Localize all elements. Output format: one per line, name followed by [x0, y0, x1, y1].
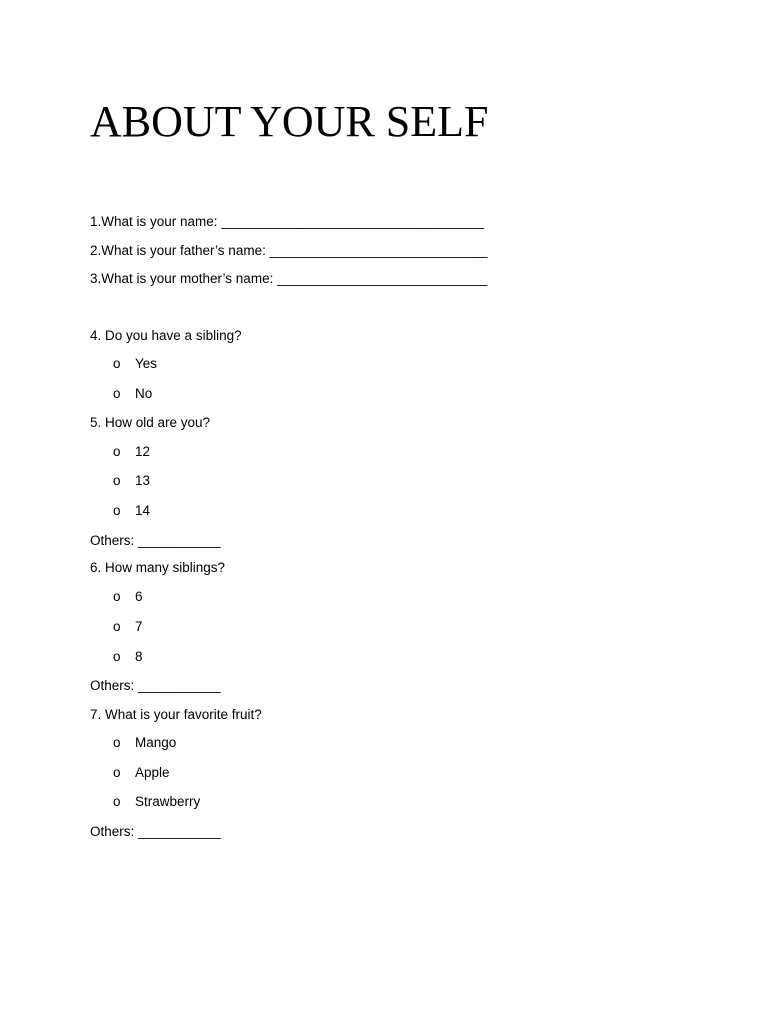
- option-age-14[interactable]: [113, 502, 150, 520]
- bullet-icon: o: [113, 503, 121, 518]
- question-sibling-count: 6. How many siblings?: [90, 560, 226, 575]
- option-label: 6: [135, 589, 143, 604]
- bullet-icon: o: [113, 735, 121, 750]
- others-fruit-blank[interactable]: ___________: [138, 824, 221, 839]
- option-label: 14: [135, 503, 151, 518]
- option-label: Apple: [135, 765, 170, 780]
- bullet-icon: o: [113, 765, 121, 780]
- option-label: 8: [135, 649, 143, 664]
- others-siblings: [90, 677, 221, 695]
- option-label: 12: [135, 444, 151, 459]
- bullet-icon: o: [113, 386, 121, 401]
- option-label: Yes: [135, 356, 158, 371]
- question-father-name: [90, 242, 487, 260]
- option-label: 13: [135, 473, 151, 488]
- question-name: [90, 213, 484, 231]
- option-age-12[interactable]: [113, 443, 150, 461]
- bullet-icon: o: [113, 444, 121, 459]
- others-age: [90, 532, 221, 550]
- option-label: 7: [135, 619, 143, 634]
- others-label: Others:: [90, 824, 135, 839]
- option-yes[interactable]: [113, 355, 157, 373]
- page-title: ABOUT YOUR SELF: [90, 97, 489, 146]
- option-no[interactable]: [113, 385, 152, 403]
- option-siblings-7[interactable]: [113, 618, 143, 636]
- question-sibling: 4. Do you have a sibling?: [90, 328, 242, 343]
- option-mango[interactable]: [113, 734, 176, 752]
- mother-name-answer-blank[interactable]: ____________________________: [277, 271, 488, 286]
- others-label: Others:: [90, 533, 135, 548]
- father-name-answer-blank[interactable]: _____________________________: [269, 243, 488, 258]
- question-label: 1.What is your name:: [90, 214, 218, 229]
- others-age-blank[interactable]: ___________: [138, 533, 221, 548]
- option-apple[interactable]: [113, 764, 170, 782]
- option-label: Mango: [135, 735, 177, 750]
- question-age: 5. How old are you?: [90, 415, 211, 430]
- bullet-icon: o: [113, 649, 121, 664]
- option-siblings-6[interactable]: [113, 588, 143, 606]
- name-answer-blank[interactable]: ___________________________________: [221, 214, 485, 229]
- option-label: No: [135, 386, 153, 401]
- bullet-icon: o: [113, 473, 121, 488]
- others-label: Others:: [90, 678, 135, 693]
- option-label: Strawberry: [135, 794, 201, 809]
- question-label: 2.What is your father’s name:: [90, 243, 266, 258]
- bullet-icon: o: [113, 356, 121, 371]
- others-fruit: [90, 823, 221, 841]
- bullet-icon: o: [113, 619, 121, 634]
- others-siblings-blank[interactable]: ___________: [138, 678, 221, 693]
- option-siblings-8[interactable]: [113, 648, 143, 666]
- bullet-icon: o: [113, 589, 121, 604]
- bullet-icon: o: [113, 794, 121, 809]
- question-mother-name: [90, 270, 487, 288]
- question-fruit: 7. What is your favorite fruit?: [90, 707, 262, 722]
- option-age-13[interactable]: [113, 472, 150, 490]
- question-label: 3.What is your mother’s name:: [90, 271, 274, 286]
- option-strawberry[interactable]: [113, 793, 200, 811]
